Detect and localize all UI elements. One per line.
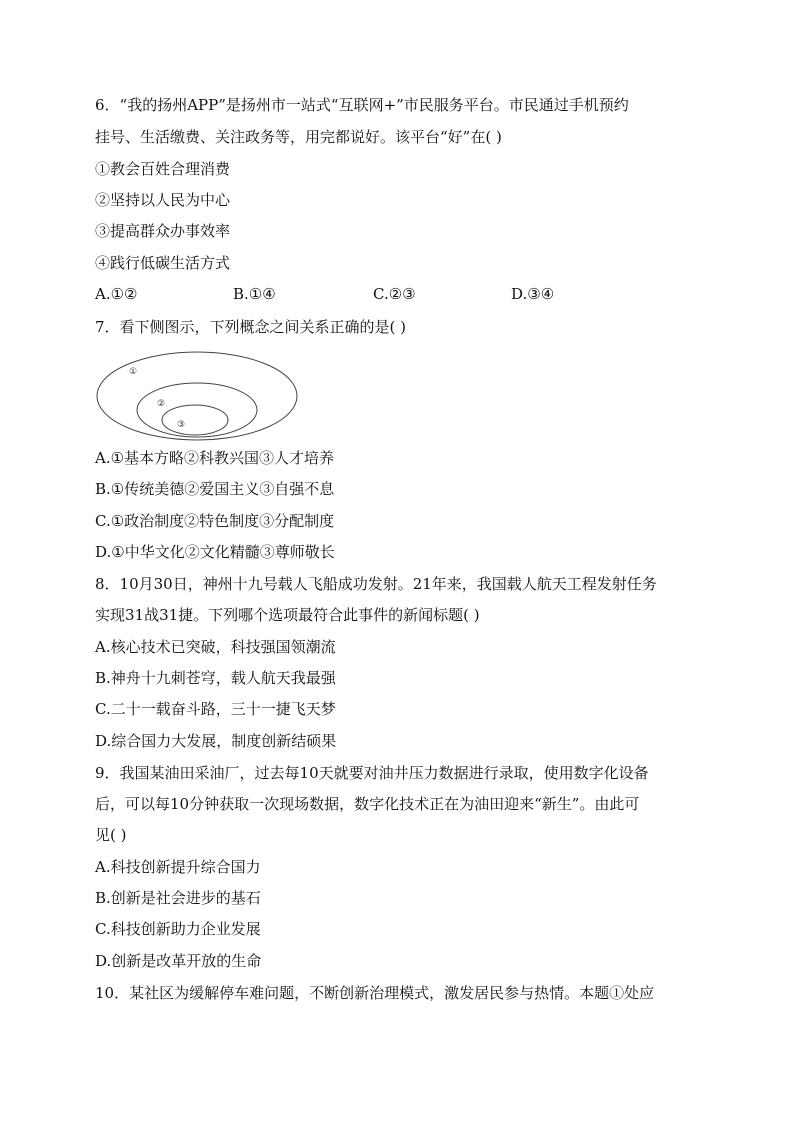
q7-stem: 7．看下侧图示，下列概念之间关系正确的是( ) [95, 318, 407, 336]
diagram-label-1: ① [129, 367, 138, 377]
q7-option-b[interactable]: B.①传统美德②爱国主义③自强不息 [95, 480, 335, 498]
q9-option-b[interactable]: B.创新是社会进步的基石 [95, 889, 261, 907]
q8-option-d[interactable]: D.综合国力大发展，制度创新结硕果 [95, 732, 337, 750]
diagram-label-2: ② [157, 399, 166, 409]
ellipse-inner [162, 405, 228, 435]
q6-stem-line1: 6．“我的扬州APP”是扬州市一站式“互联网+”市民服务平台。市民通过手机预约 [95, 96, 629, 114]
q6-stem-line2: 挂号、生活缴费、关注政务等，用完都说好。该平台“好”在( ) [95, 128, 502, 146]
q6-option-c[interactable]: C.②③ [373, 285, 416, 303]
q6-item-1: ①教会百姓合理消费 [95, 160, 231, 178]
q6-option-b[interactable]: B.①④ [233, 285, 276, 303]
q7-option-a[interactable]: A.①基本方略②科教兴国③人才培养 [95, 449, 335, 467]
q10-stem-line1: 10．某社区为缓解停车难问题，不断创新治理模式，激发居民参与热情。本题①处应 [95, 984, 655, 1002]
diagram-label-3: ③ [177, 420, 186, 430]
ellipse-middle [137, 383, 257, 437]
q8-option-c[interactable]: C.二十一载奋斗路，三十一捷飞天梦 [95, 700, 336, 718]
q6-item-4: ④践行低碳生活方式 [95, 254, 231, 272]
q8-option-a[interactable]: A.核心技术已突破，科技强国领潮流 [95, 638, 336, 656]
q6-option-d[interactable]: D.③④ [511, 285, 555, 303]
ellipse-outer [97, 352, 297, 440]
q6-item-2: ②坚持以人民为中心 [95, 191, 231, 209]
q8-stem-line1: 8．10月30日，神州十九号载人飞船成功发射。21年来，我国载人航天工程发射任务 [95, 575, 657, 593]
q9-stem-line3: 见( ) [95, 826, 127, 844]
q7-option-c[interactable]: C.①政治制度②特色制度③分配制度 [95, 512, 335, 530]
q8-stem-line2: 实现31战31捷。下列哪个选项最符合此事件的新闻标题( ) [95, 606, 480, 624]
q6-option-a[interactable]: A.①② [95, 285, 138, 303]
nested-ellipses-diagram [95, 350, 300, 442]
q7-option-d[interactable]: D.①中华文化②文化精髓③尊师敬长 [95, 543, 335, 561]
q9-option-c[interactable]: C.科技创新助力企业发展 [95, 920, 261, 938]
q9-option-d[interactable]: D.创新是改革开放的生命 [95, 952, 262, 970]
q6-item-3: ③提高群众办事效率 [95, 222, 231, 240]
q9-stem-line2: 后，可以每10分钟获取一次现场数据，数字化技术正在为油田迎来“新生”。由此可 [95, 795, 640, 813]
q9-option-a[interactable]: A.科技创新提升综合国力 [95, 858, 261, 876]
q8-option-b[interactable]: B.神舟十九刺苍穹，载人航天我最强 [95, 669, 336, 687]
q6-options [95, 285, 695, 305]
q9-stem-line1: 9．我国某油田采油厂，过去每10天就要对油井压力数据进行录取，使用数字化设备 [95, 764, 649, 782]
